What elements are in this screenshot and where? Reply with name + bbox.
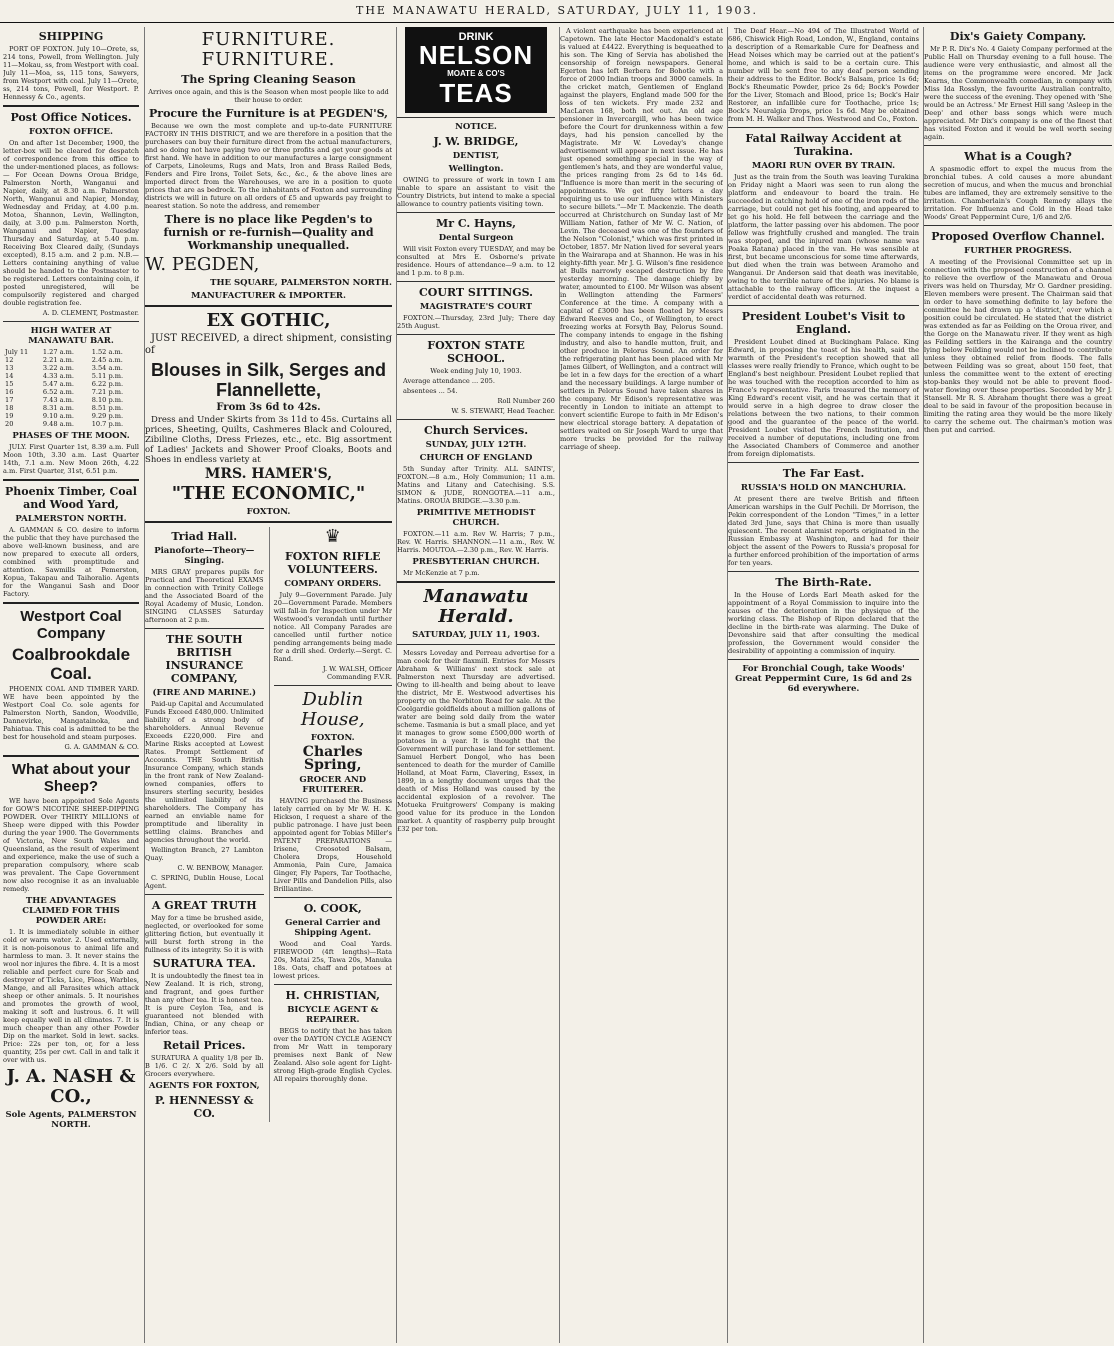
- divider: [397, 117, 555, 118]
- tide-row: [3, 348, 139, 356]
- insurance-heading: THE SOUTH BRITISH INSURANCE COMPANY,: [165, 633, 244, 685]
- pegden-address: THE SQUARE, PALMERSTON NORTH.: [210, 278, 392, 288]
- hayns-subheading: Dental Surgeon: [438, 233, 514, 243]
- post-office-signature: A. D. CLEMENT, Postmaster.: [42, 309, 139, 317]
- church-heading: Church Services.: [423, 424, 529, 437]
- tide-cell: 9.10 a.m.: [42, 412, 74, 420]
- divider: [728, 127, 919, 128]
- column-4: [559, 27, 723, 1343]
- insurance-address: Wellington Branch, 27 Lambton Quay.: [145, 846, 264, 862]
- tide-cell: 15: [5, 380, 14, 388]
- nash-subheading: Sole Agents, PALMERSTON NORTH.: [5, 1110, 137, 1130]
- blouses-price: From 3s 6d to 42s.: [216, 402, 321, 413]
- overflow-text: A meeting of the Provisional Committee set up in connection with the proposed construction of a channel to relieve the overflow of the Manawatu and Oroua rivers was held on Thursday, Mr O. Gardner presiding. Eleven members were present. The Chairman said that in order to have something definite to lay before the committee he had drawn up a 'district,' over which a position could be circulated. He stated that the district was extended as far as Feilding on the Oroua river, and the Gorge on the Manawatu river. If they went as high as Feilding settlers in the Kairanga and the country lying below Feilding would not be inclined to contribute unless they obtained relief from floods. The falls between Feilding was so great, about 150 feet, that unless the committee went to the extent of erecting stop-banks they would not be able to prevent flood-water flowing over these properties. Seconded by Mr J. Stansell. Mr R. S. Abraham thought there was a great deal to be said in favour of the proposition because in limiting the rating area they would be the more likely to carry the scheme out. The chairman's motion was then put and carried.: [924, 258, 1112, 434]
- economic-place: FOXTON.: [246, 507, 291, 517]
- church-text: 5th Sunday after Trinity. ALL SAINTS', FOXTON.—8 a.m., Holy Communion; 11 a.m. Matins and Litany and Catechising. S.S. SIMON & JUDE, RONGOTEA.—11 a.m., Matins. OROUA BRIDGE.—3.30 p.m.: [397, 465, 555, 505]
- nelson-teas-advert: [405, 27, 547, 113]
- tide-cell: 3.22 a.m.: [42, 364, 74, 372]
- nelson-moate: MOATE & CO'S: [447, 69, 505, 78]
- divider: [728, 659, 919, 660]
- presbyterian-heading: PRESBYTERIAN CHURCH.: [412, 557, 540, 567]
- divider: [924, 145, 1112, 146]
- christian-text: BEGS to notify that he has taken over the DAYTON CYCLE AGENCY from Mr Watt in temporary premises next Bank of New Zealand. Also sole agent for Light-strong High-grade English Cycles. All repairs thoroughly done.: [273, 1027, 392, 1083]
- birth-rate-text: In the House of Lords Earl Meath asked for the appointment of a Royal Commission to inquire into the causes of the deterioration in the physique of the working class. The Bishop of Ripon declared that the decline in the birth-rate was alarming. The Duke of Devonshire said that after consulting the medical profession, the Government would consider the desirability of appointing a commission of inquiry.: [728, 591, 919, 655]
- divider: [3, 479, 139, 481]
- tide-row: [3, 372, 139, 380]
- tide-heading: HIGH WATER AT MANAWATU BAR.: [28, 326, 114, 346]
- tide-row: [3, 396, 139, 404]
- retail-text: SURATURA A quality 1/8 per lb. B 1/6. C 2/. X 2/6. Sold by all Grocers everywhere.: [145, 1054, 264, 1078]
- sheep-heading: What about your Sheep?: [11, 761, 131, 795]
- school-week: Week ending July 10, 1903.: [430, 367, 522, 375]
- tide-cell: 12: [5, 356, 14, 364]
- news-text: A violent earthquake has been experienced at Capetown. The late Hector Macdonald's estate is valued at £4422. Everything is bequeathed to his son. The King of Servia has abolished the censorship of foreign newspapers. General Egerton has left Berbera for Bohotle with a force of 2000 Indian troops and 3000 camels. In the cricket match, Gentlemen of England against the players, England made 500 for the loss of ten wickets. Fry made 232 and MacLaren 168, both not out. An old age pensioner in Invercargill, who has been twice before the Court for drunkenness within a few days, had his pension cancelled by the Magistrate. Mr W. Loveday's change advertisement will appear in next issue. He has just opened something special in the way of gentlemen's hats, and they are wonderful value, the prices ranging from 2s 6d to 14s 6d. "Influence is more than merit in the securing of appointments. We get fifty letters a day requiring us to use our influence with Ministers to secure billets."—Mr T. Mackenzie. The death occurred at Christchurch on Sunday last of Mr William Nation, father of Mr W. C. Nation, of Levin. The deceased was one of the founders of the Nelson "Colonist," which was first printed in October, 1857. Mr Nation lived for several years in the Wairarapa and at Shannon. He was in his eighty-fifth year. Mr J. G. Wilson's fine residence at Bulls narrowly escaped destruction by fire yesterday morning. The damage chiefly by water, amounted to £100. Mr Wilson was absent in Wellington attending the Farmers' Conference at the time. A company with a capital of £3000 has been floated by Messrs Edward Reeves and Co., of Wellington, to erect freezing works at Forsyth Bay, Pelorus Sound. The company intends to engage in the fishing industry, and also to handle mutton, fruit, and other produce in Pelorus Sound. An order for the refrigerating plant has been placed with Mr James Gilbert, of Wellington, and a contract will be let in a few days for the erection of a wharf and the necessary buildings. A large number of settlers in Pelorus Sound have taken shares in the company. Mr Edison's representative was recently in London to initiate an attempt to convert scientific Europe to faith in Mr Edison's new electrical storage battery. A depatation of settlers waited on Sir Joseph Ward to urge that more trucks be provided for the railway carriage of sheep.: [560, 27, 723, 451]
- school-roll: Roll Number 260: [497, 397, 555, 405]
- tide-cell: 1.27 a.m.: [42, 348, 74, 356]
- westport-heading: Westport Coal Company: [20, 608, 122, 642]
- loubet-text: President Loubet dined at Buckingham Palace. King Edward, in proposing the toast of his health, said the warmth of the President's reception showed that all classes were really friendly to France, which ought to be England's best neighbour. President Loubet replied that he was touched with the reception accorded to him as France's representative. Paris treasured the memory of King Edward's recent visit, and he was certain that it would serve in a high degree to draw closer the relations between the two nations, to their common good and the guarantee of the peace of the world. President Loubet visited the French Institution, and received a number of deputations, including one from the Associated Chambers of Commerce and another from foreign diplomatists.: [728, 338, 919, 458]
- coalbrookdale-heading: Coalbrookdale Coal.: [11, 645, 131, 683]
- walsh-signature: J. W. WALSH, Officer Commanding F.V.R.: [322, 665, 392, 681]
- school-heading: FOXTON STATE SCHOOL.: [427, 339, 525, 365]
- tide-row: [3, 420, 139, 428]
- bronchial-text: For Bronchial Cough, take Woods' Great Peppermint Cure, 1s 6d and 2s 6d everywhere.: [735, 664, 912, 694]
- sheep-text: WE have been appointed Sole Agents for GOW'S NICOTINE SHEEP-DIPPING POWDER. Over THIRTY MILLIONS of Sheep were dipped with this Powder during the year 1900. The Governments of Victoria, New South Wales and Queensland, as the result of experiment and experience, make the use of such a preparation compulsory, where scab was prevalent. The Cape Government now also recognise it as an invaluable remedy.: [3, 797, 139, 893]
- divider: [397, 644, 555, 645]
- triad-heading: Triad Hall.: [171, 530, 238, 543]
- divider: [274, 984, 393, 985]
- tide-cell: 8.10 p.m.: [91, 396, 124, 404]
- deaf-text: The Deaf Hear.—No 494 of The Illustrated World of 686, Chiswick High Road, London, W., England, contains a description of a Remarkable Cure for Deafness and Head Noises which may be carried out at the patient's home, and which is said to be a certain cure. This number will be sent free to any deaf person sending their address to the Editor. Bock's Balsam, price 1s 6d; Bock's Rheumatic Powder, price 2s 6d; Bock's Powder for the Liver, Stomach and Blood, price 1s; Bock's Hair Restorer, an infallible cure for Toothache, price 1s; Bock's Neuralgia Drops, price 1s 6d. May be obtained from M. H. Walker and Thos. Westwood and Co., Foxton.: [728, 27, 919, 123]
- column-6: [923, 27, 1112, 1343]
- triad-text: MRS GRAY prepares pupils for Practical and Theoretical EXAMS in connection with Trinity College and the Associated Board of the Royal Academy of Music, London. SINGING CLASSES Saturday afternoon at 2 p.m.: [145, 568, 264, 624]
- notice-heading: NOTICE.: [455, 122, 497, 132]
- charles-text: HAVING purchased the Business lately carried on by Mr W. H. K. Hickson, I request a share of the public patronage. I have just been appointed agent for Tobias Miller's PATENT PREPARATIONS — Irisene, Creosoted Balsam, Cholera Drops, Household Ammonia, Pain Cure, Jamaica Ginger, Fly Papers, Tar Toothache, Liver Pills and Dandelion Pills, also Brilliantine.: [273, 797, 392, 893]
- shipping-heading: SHIPPING: [38, 30, 104, 43]
- suratura-heading: SURATURA TEA.: [152, 957, 256, 970]
- divider: [145, 628, 264, 629]
- cough-heading: What is a Cough?: [964, 150, 1072, 163]
- divider: [274, 897, 393, 898]
- church-subheading: CHURCH OF ENGLAND: [419, 453, 533, 463]
- retail-heading: Retail Prices.: [163, 1039, 246, 1052]
- phoenix-text: A. GAMMAN & CO. desire to inform the public that they have purchased the above well-known business, and are now prepared to execute all orders, combined with promptitude and attention. Sawmills at Pemerston, Kopua, Takapau and Taihoralio. Agents for the Wanganui Sash and Door Factory.: [3, 526, 139, 598]
- dublin-heading: Dublin House,: [300, 689, 365, 730]
- suratura-text: It is undoubtedly the finest tea in New Zealand. It is rich, strong, and fragrant, and goes further than any other tea. It is honest tea. It is pure Ceylon Tea, and is guaranteed not blended with Indian, China, or any cheap or inferior teas.: [145, 972, 264, 1036]
- tide-cell: 14: [5, 372, 14, 380]
- divider: [3, 602, 139, 604]
- phoenix-heading: Phoenix Timber, Coal and Wood Yard,: [5, 485, 137, 511]
- divider: [728, 305, 919, 306]
- divider: [145, 894, 264, 895]
- divider: [145, 305, 392, 307]
- bridge-text: OWING to pressure of work in town I am unable to spare an assistant to visit the Country Districts, but intend to make a special allowance to country patients visiting town.: [397, 176, 555, 208]
- post-office-text: On and after 1st December, 1900, the letter-box will be cleared for despatch of correspondence from this office to the under-mentioned places, as follows:— For Ocean Downs Oroua Bridge, Palmerston North, Wanganui and Napier, daily, at 8.30 a.m. Palmerston North, Wanganui and Napier, Monday, Wednesday and Friday, at 4.00 p.m. Motoa, Shannon, Levin, Wellington, daily, at 3.00 p.m. Palmerston North, Wanganui and Napier, Tuesday Thursday and Saturday, at 5.40 p.m. Receiving Box Cleared daily, (Sundays excepted), 8.15 a.m. and 2 p.m. N.B.—Letters containing anything of value should be handed to the Postmaster to be registered. Letters containing coin, if posted unregistered, will be compulsorily registered and charged double registration fee.: [3, 139, 139, 307]
- tide-cell: 18: [5, 404, 14, 412]
- dix-heading: Dix's Gaiety Company.: [949, 30, 1087, 43]
- bridge-subheading: DENTIST,: [452, 151, 500, 161]
- tide-cell: 4.33 a.m.: [42, 372, 74, 380]
- divider: [924, 225, 1112, 226]
- advantages-heading: THE ADVANTAGES CLAIMED FOR THIS POWDER ARE:: [22, 896, 120, 926]
- no-place-heading: There is no place like Pegden's to furnish or re-furnish—Quality and Workmanship unequalled.: [163, 213, 374, 252]
- divider: [3, 755, 139, 757]
- tide-table: [3, 348, 139, 428]
- ex-gothic-heading: EX GOTHIC,: [206, 310, 331, 331]
- railway-text: Just as the train from the South was leaving Turakina on Friday night a Maori was seen to run along the platform and endeavour to board the train. He succeeded in catching hold of one of the iron rods of the carriage, but could not get his footing, and appeared to let go his hold. He fell between the carriage and the platform, the latter passing over his abdomen. The poor fellow was frightfully crushed and mangled. The train was stopped, and the injured man (whose name was Poaka Ratana) placed in the van. He was sensible at first, but became unconscious for some time afterwards, but died when the train was between Aramoho and Wanganui. Dr Anderson said that death was inevitable, owing to the terrible nature of the injuries. No blame is attachable to the railway officers. At the inquest a verdict of accidental death was returned.: [728, 173, 919, 301]
- divider: [145, 521, 392, 523]
- cook-text: Wood and Coal Yards. FIREWOOD (4ft lengths)—Rata 20s, Matai 25s, Tawa 20s, Manuka 18s. Oats, chaff and potatoes at lowest prices.: [273, 940, 392, 980]
- tide-cell: 20: [5, 420, 14, 428]
- ex-gothic-text: JUST RECEIVED, a direct shipment, consisting of: [145, 333, 392, 356]
- nelson-drink: DRINK: [458, 31, 494, 43]
- christian-heading: H. CHRISTIAN,: [285, 989, 380, 1002]
- column-5: [727, 27, 919, 1343]
- bridge-heading: J. W. BRIDGE,: [433, 135, 519, 148]
- masthead: THE MANAWATU HERALD, SATURDAY, JULY 11, 1903.: [0, 0, 1114, 23]
- truth-heading: A GREAT TRUTH: [151, 899, 257, 912]
- column-1: [3, 27, 139, 1343]
- hennessy-heading: P. HENNESSY & CO.: [154, 1094, 254, 1120]
- post-office-heading: Post Office Notices.: [10, 111, 132, 124]
- tide-cell: 5.11 p.m.: [91, 372, 124, 380]
- nash-heading: J. A. NASH & CO.,: [6, 1066, 136, 1107]
- column-2: [144, 27, 392, 1343]
- tide-row: [3, 364, 139, 372]
- court-text: FOXTON.—Thursday, 23rd July; There day 25th August.: [397, 314, 555, 330]
- phoenix-subheading: PALMERSTON NORTH.: [15, 514, 127, 524]
- herald-text: Messrs Loveday and Perreau advertise for a man cook for their flaxmill. Entries for Messrs Abraham & Williams' next stock sale at Palmerston next Thursday are advertised. Owing to ill-health and being about to leave the district, Mr E. Westwood advertises his property on the Norbiton Road for sale. At the Coolgardie goldfields about a million gallons of water are being sold daily from the water scheme. Tasmania is but a small place, and yet it manages to grow some £500,000 worth of potatoes in a year. It is thought that the Government will purchase land for settlement. Samuel Herbert Dongol, who has been sentenced to death for the murder of Camille Holland, at Moat Farm, Clavering, Essex, in 1899, in a lengthy document urges that the death of Miss Holland was caused by the accidental explosion of a revolver. The Motueka Fruitgrowers' Company is making good value for its produce in the London market. A quantity of raspberry pulp brought £32 per ton.: [397, 649, 555, 833]
- tide-cell: 5.47 a.m.: [42, 380, 74, 388]
- benbow-signature: C. W. BENBOW, Manager.: [177, 864, 264, 872]
- far-east-heading: The Far East.: [782, 467, 865, 480]
- spring-text: Arrives once again, and this is the Season when most people like to add their house to order.: [148, 88, 389, 104]
- cook-heading: O. COOK,: [303, 902, 362, 915]
- tide-row: [3, 388, 139, 396]
- tide-cell: 9.48 a.m.: [42, 420, 74, 428]
- spring-heading: The Spring Cleaning Season: [181, 73, 356, 86]
- divider: [3, 105, 139, 107]
- tide-cell: 10.7 p.m.: [91, 420, 124, 428]
- col2-split: [145, 527, 392, 1122]
- tide-cell: 19: [5, 412, 14, 420]
- divider: [274, 685, 393, 686]
- far-east-text: At present there are twelve British and fifteen American warships in the Gulf Pechili. Dr Morrison, the Pekin correspondent of the London "Times," in a letter dated 3rd June, says that China is more than usually quiescent. The recent alarmist reports originated in the Russian Embassy at Washington, and had for their object the assent of the Powers to Russia's proposal for a further enforced prohibition of the importation of arms for ten years.: [728, 495, 919, 567]
- moon-text: JULY. First Quarter 1st, 8.39 a.m. Full Moon 10th, 3.30 a.m. Last Quarter 14th, 7.1 a.m. New Moon 26th, 4.22 a.m. First Quarter, 31st, 6.51 p.m.: [3, 443, 139, 475]
- nelson-teas: TEAS: [439, 78, 513, 108]
- railway-subheading: MAORI RUN OVER BY TRAIN.: [751, 161, 896, 171]
- tide-cell: 6.22 p.m.: [91, 380, 124, 388]
- loubet-heading: President Loubet's Visit to England.: [741, 310, 906, 336]
- insurance-subheading: (FIRE AND MARINE.): [152, 688, 256, 698]
- insurance-text: Paid-up Capital and Accumulated Funds Exceed £480,000. Unlimited liability of a strong body of shareholders. Annual Revenue Exceeds £220,000. Fire and Marine Risks accepted at Lowest Rates. Prompt Settlement of Accounts. THE South British Insurance Company, which stands in the front rank of New Zealand-owned companies, offers to insurers sterling security, besides the unlimited liability of its shareholders. The Company has earned an enviable name for promptitude and liberality in settling claims. Branches and agencies throughout the world.: [145, 700, 264, 844]
- hamer-heading: MRS. HAMER'S,: [204, 466, 333, 482]
- tide-cell: 17: [5, 396, 14, 404]
- tide-cell: 13: [5, 364, 14, 372]
- economic-heading: "THE ECONOMIC,": [171, 483, 366, 504]
- procure-text: Because we own the most complete and up-to-date FURNITURE FACTORY IN THIS DISTRICT, and we are therefore in a position that the purchasers can buy their furniture direct from the actual manufacturers, and so doing not have paying two or three profits and get your goods at first hand. We have in addition to our manufactures a large consignment of Carpets, Linoleums, Rugs and Mats, Iron and Brass Railed Beds, Fenders and Fire Irons, Toilet Sets, &c., &c., & the above lines are imported direct from the Warehouses, we are in a position to quote prices that are as bedrock. To the inhabitants of Foxton and surrounding districts we will in future on all orders of £5 and upwards pay freight to nearest station. So note the address, and remember: [145, 122, 392, 210]
- birth-rate-heading: The Birth-Rate.: [775, 576, 872, 589]
- tide-cell: 8.31 a.m.: [42, 404, 74, 412]
- hayns-text: Will visit Foxton every TUESDAY, and may be consulted at Mrs E. Osborne's private residence. Hours of attendance—9 a.m. to 12 and 1 p.m. to 8 p.m.: [397, 245, 555, 277]
- court-subheading: MAGISTRATE'S COURT: [419, 302, 533, 312]
- tide-row: [3, 412, 139, 420]
- tide-cell: 3.54 a.m.: [91, 364, 123, 372]
- railway-heading: Fatal Railway Accident at Turakina.: [745, 132, 902, 158]
- divider: [397, 334, 555, 335]
- cook-subheading: General Carrier and Shipping Agent.: [285, 918, 381, 938]
- tide-cell: 1.52 a.m.: [91, 348, 123, 356]
- tide-row: [3, 356, 139, 364]
- agents-foxton: AGENTS FOR FOXTON,: [148, 1081, 260, 1091]
- nelson-word: NELSON: [418, 40, 534, 70]
- tide-row: [3, 404, 139, 412]
- crest-icon: ♛: [324, 526, 341, 547]
- column-3: [396, 27, 555, 1343]
- col2-left: [145, 527, 264, 1122]
- tide-cell: 7.43 a.m.: [42, 396, 74, 404]
- tide-cell: 6.52 a.m.: [42, 388, 74, 396]
- tide-cell: 8.51 p.m.: [91, 404, 124, 412]
- spring-agent: C. SPRING, Dublin House, Local Agent.: [145, 874, 264, 890]
- furniture-heading: FURNITURE. FURNITURE.: [201, 29, 336, 70]
- divider: [3, 321, 139, 322]
- westport-text: PHOENIX COAL AND TIMBER YARD. WE have been appointed by the Westport Coal Co. sole agents for Palmerston North, Sandon, Woodville, Dannevirke, Mangatainoka, and Pahiatua. This coal is admitted to be the best for household and steam purposes.: [3, 685, 139, 741]
- pegden-heading: W. PEGDEN,: [145, 254, 260, 275]
- methodist-text: FOXTON.—11 a.m. Rev W. Harris; 7 p.m., Rev. W. Harris. SHANNON.—11 a.m., Rev. W. Harris. MOUTOA.—2.30 p.m., Rev. W. Harris.: [397, 530, 555, 554]
- rifle-text: July 9—Government Parade. July 20—Government Parade. Members will fall-in for Inspection under Mr Westwood's verandah until further notice. All Company Parades are cancelled until further notice pending arrangements being made for a drill shed. Orderly.—Sergt. C. Rand.: [273, 591, 392, 663]
- tide-cell: 2.45 a.m.: [91, 356, 123, 364]
- divider: [397, 281, 555, 282]
- school-absentees: absentees ... 54.: [403, 387, 458, 395]
- pegden-subheading: MANUFACTURER & IMPORTER.: [191, 291, 346, 301]
- tide-cell: 7.21 p.m.: [91, 388, 124, 396]
- divider: [728, 462, 919, 463]
- dress-text: Dress and Under Skirts from 3s 11d to 45s. Curtains all prices, Sheeting, Quilts, Cashmeres Black and Coloured, Zibiline Cloths, Dress Friezes, etc., etc. Big assortment of Ladies' Jackets and Shower Proof Cloaks, Boots and Shoes in endless variety at: [145, 415, 392, 465]
- church-date: SUNDAY, JULY 12TH.: [425, 440, 527, 450]
- far-east-subheading: RUSSIA'S HOLD ON MANCHURIA.: [740, 483, 907, 493]
- westport-signature: G. A. GAMMAN & CO.: [64, 743, 139, 751]
- tide-cell: 16: [5, 388, 14, 396]
- dublin-place: FOXTON.: [310, 733, 355, 743]
- christian-subheading: BICYCLE AGENT & REPAIRER.: [287, 1005, 379, 1025]
- school-average: Average attendance ... 205.: [403, 377, 495, 385]
- shipping-text: PORT OF FOXTON. July 10—Orete, ss, 214 tons, Powell, from Wellington. July 11—Mokau, ss, from Westport with coal. July 11—Moa, ss, 115 tons, Sawyers, from Westport with coal. July 11—Orete, ss, 214 tons, Powell, for Westport. P. Hennessy & Co., agents.: [3, 45, 139, 101]
- rifle-heading: FOXTON RIFLE VOLUNTEERS.: [284, 550, 381, 576]
- tide-cell: 2.21 a.m.: [42, 356, 74, 364]
- blouses-heading: Blouses in Silk, Serges and Flannellette,: [150, 360, 387, 400]
- overflow-heading: Proposed Overflow Channel.: [931, 230, 1105, 243]
- divider: [397, 419, 555, 420]
- school-signature: W. S. STEWART, Head Teacher.: [451, 407, 555, 415]
- methodist-heading: PRIMITIVE METHODIST CHURCH.: [416, 508, 536, 528]
- dix-text: Mr P. R. Dix's No. 4 Gaiety Company performed at the Public Hall on Thursday evening to a full house. The audience were very enthusiastic, and almost all the items on the programme were encored. Mr Jack Kearns, the Commonwealth comedian, in company with Miss Ida Rosslyn, the favourite Australian contralto, were the success of the evening. They opened with 'She would be an Actress.' Mr Ernest Hill sang 'Asleep in the Deep' and other bass songs which were much appreciated. Mr Dix's company is one of the finest that has visited Foxton and it would be well worth seeing again.: [924, 45, 1112, 141]
- tide-row: [3, 380, 139, 388]
- rifle-subheading: COMPANY ORDERS.: [284, 579, 382, 589]
- post-office-subheading: FOXTON OFFICE.: [29, 127, 113, 137]
- court-heading: COURT SITTINGS.: [419, 286, 533, 299]
- col2-right: [269, 527, 393, 1122]
- charles-heading: Charles Spring,: [302, 744, 363, 773]
- herald-date: SATURDAY, JULY 11, 1903.: [412, 630, 540, 640]
- herald-title: Manawatu Herald.: [423, 586, 529, 627]
- triad-subheading: Pianoforte—Theory—Singing.: [154, 546, 255, 566]
- overflow-subheading: FURTHER PROGRESS.: [964, 246, 1072, 256]
- truth-text: May for a time be brushed aside, neglected, or overlooked for some glittering fiction, but eventually it will burst forth strong in the fullness of its integrity. So it is with: [145, 914, 264, 954]
- cough-text: A spasmodic effort to expel the mucus from the bronchial tubes. A cold causes a more abundant secretion of mucus, and when the mucus and bronchial tubes are inflamed, they are extremely sensitive to the irritation. Chamberlain's Cough Remedy allays the irritation. For Influenza and Cold in the Head take Woods' Great Peppermint Cure, 1/6 and 2/6.: [924, 165, 1112, 221]
- hayns-heading: Mr C. Hayns,: [436, 217, 516, 230]
- bridge-place: Wellington.: [448, 164, 504, 174]
- divider: [397, 581, 555, 583]
- moon-heading: PHASES OF THE MOON.: [12, 431, 130, 441]
- advantages-text: 1. It is immediately soluble in either cold or warm water. 2. Used externally, it is non-poisonous to animal life and harmless to man. 3. It never stains the wool nor injures the fibre. 4. It is a most reliable and perfect cure for Scab and destroyer of Ticks, Lice, Fleas, Warbles, Mange, and all Parasites which attack sheep or other animals. 5. It nourishes and promotes the growth of wool, making it soft and lustrous. 6. It will keep equally well in all climates. 7. It is much cheaper than any other Powder Dip on the market. Sold in lewt. sacks. Price: 22s per ton, or, for a less quantity, 25s per cwt. Call in and talk it over with us.: [3, 928, 139, 1064]
- tide-cell: July 11: [5, 348, 29, 356]
- charles-subheading: GROCER AND FRUITERER.: [299, 775, 367, 795]
- divider: [728, 571, 919, 572]
- divider: [397, 212, 555, 213]
- presbyterian-text: Mr McKenzie at 7 p.m.: [403, 569, 480, 577]
- procure-heading: Procure the Furniture is at PEGDEN'S,: [149, 107, 388, 120]
- tide-cell: 9.29 p.m.: [91, 412, 124, 420]
